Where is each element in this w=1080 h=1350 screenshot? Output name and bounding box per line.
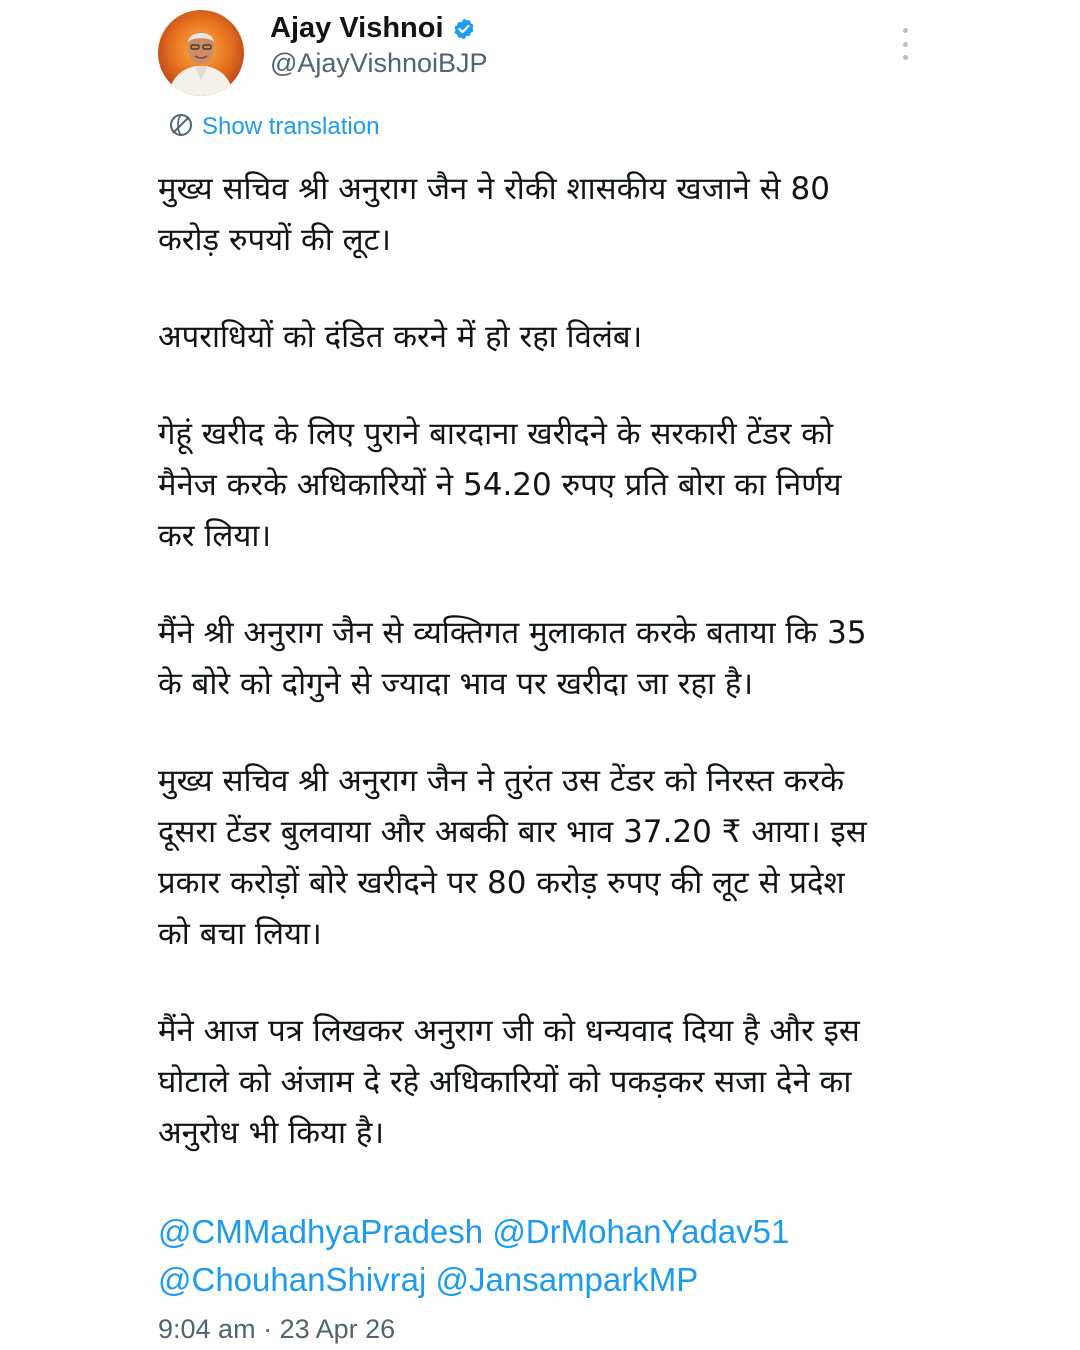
more-vertical-icon-dot [903, 55, 908, 60]
mention-link-dr-mohan-yadav[interactable]: @DrMohanYadav51 [492, 1213, 790, 1250]
tweet-text [158, 164, 918, 1205]
tweet-paragraph: गेहूं खरीद के लिए पुराने बारदाना खरीदने के सरकारी टेंडर को मैनेज करके अधिकारियों ने 54.20 रुपए प्रति बोरा का निर्णय कर लिया। [158, 416, 842, 554]
more-vertical-icon-dot [903, 42, 908, 47]
show-translation-label[interactable]: Show translation [202, 113, 380, 140]
mention-link-cm-madhya-pradesh[interactable]: @CMMadhyaPradesh [158, 1213, 484, 1250]
author-handle[interactable]: @AjayVishnoiBJP [270, 48, 488, 78]
tweet-paragraph: मुख्य सचिव श्री अनुराग जैन ने तुरंत उस टेंडर को निरस्त करके दूसरा टेंडर बुलवाया और अबकी बार भाव 37.20 ₹ आया। इस प्रकार करोड़ों बोरे खरीदने पर 80 करोड़ रुपए की लूट से प्रदेश को बचा लिया। [158, 763, 867, 952]
tweet-paragraph: मैंने आज पत्र लिखकर अनुराग जी को धन्यवाद दिया है और इस घोटाले को अंजाम दे रहे अधिकारियों को पकड़कर सजा देने का अनुरोध भी किया है। [158, 1013, 860, 1151]
profile-photo [158, 10, 244, 96]
tweet-paragraph: मैंने श्री अनुराग जैन से व्यक्तिगत मुलाकात करके बताया कि 35 के बोरे को दोगुने से ज्यादा भाव पर खरीदा जा रहा है। [158, 615, 867, 702]
timestamp-separator: · [263, 1314, 273, 1344]
show-translation-button[interactable] [168, 112, 379, 142]
tweet-date: 23 Apr 26 [279, 1314, 396, 1344]
avatar[interactable] [158, 10, 244, 96]
mention-link-chouhan-shivraj[interactable]: @ChouhanShivraj [158, 1261, 427, 1298]
verified-badge-icon [452, 17, 476, 41]
tweet-timestamp[interactable] [158, 1314, 395, 1345]
more-vertical-icon [903, 28, 908, 33]
tweet-paragraph: अपराधियों को दंडित करने में हो रहा विलंब। [158, 319, 643, 355]
more-options-button[interactable] [894, 24, 916, 64]
author-name-row[interactable] [270, 12, 476, 45]
tweet-mentions [158, 1208, 918, 1304]
globe-translate-icon [168, 112, 194, 142]
tweet-time: 9:04 am [158, 1314, 256, 1344]
mention-link-jansampark-mp[interactable]: @JansamparkMP [435, 1261, 699, 1298]
author-display-name[interactable]: Ajay Vishnoi [270, 12, 444, 44]
tweet-paragraph: मुख्य सचिव श्री अनुराग जैन ने रोकी शासकीय खजाने से 80 करोड़ रुपयों की लूट। [158, 171, 830, 258]
